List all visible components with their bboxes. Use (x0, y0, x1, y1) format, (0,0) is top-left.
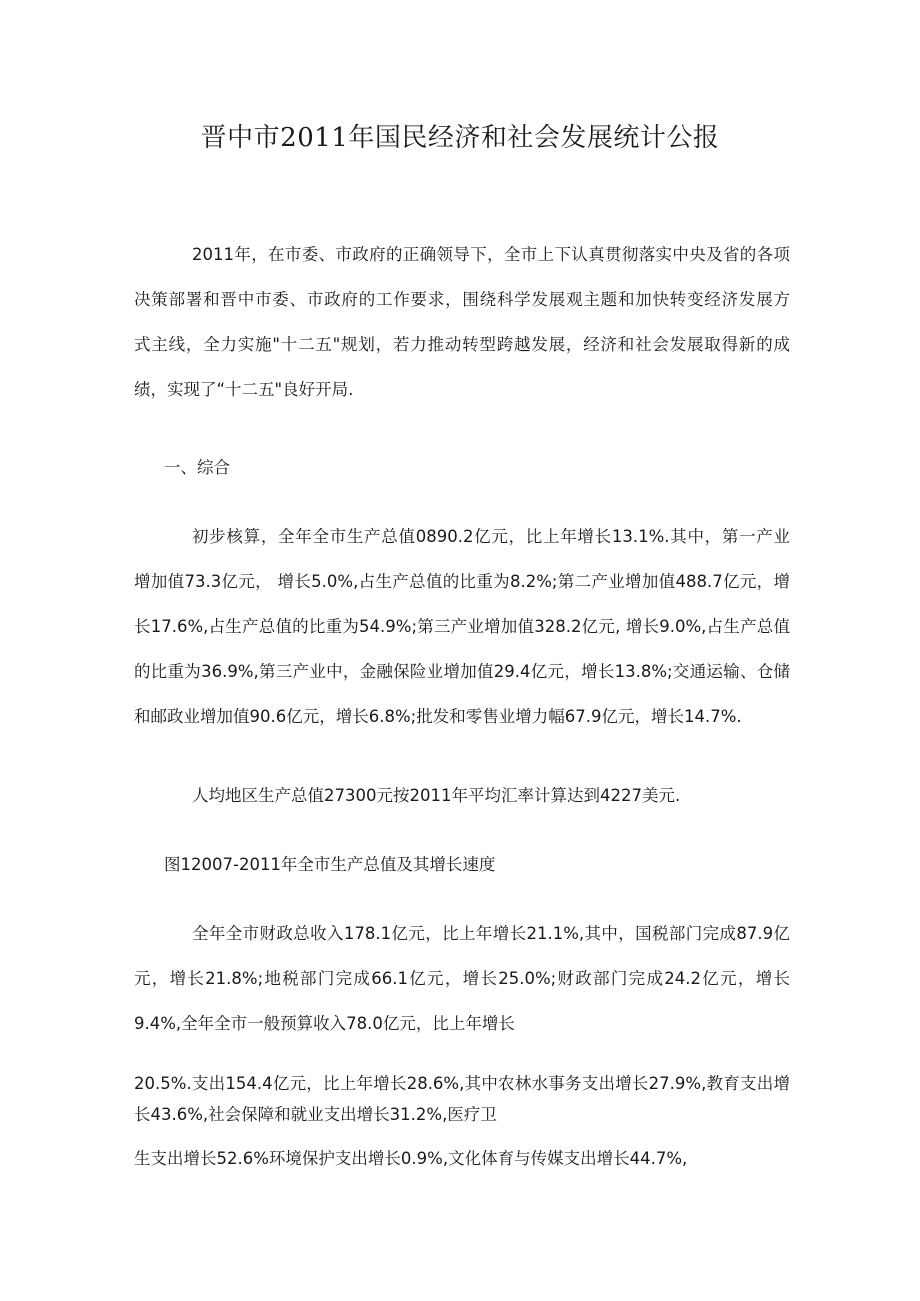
document-title: 晋中市2011年国民经济和社会发展统计公报 (200, 123, 720, 153)
intro-line: 绩，实现了“十二五"良好开局. (134, 380, 354, 399)
gdp-line: 的比重为36.9%,第三产业中，金融保险业增加值29.4亿元，增长13.8%;交通运输、仓储 (134, 662, 790, 681)
section-heading: 一、综合 (164, 458, 230, 477)
fiscal-paragraph (134, 911, 790, 1046)
expenditure-last-line: 生支出增长52.6%环境保护支出增长0.9%,文化体育与传媒支出增长44.7%, (134, 1149, 688, 1168)
gdp-line: 和邮政业增加值90.6亿元，增长6.8%;批发和零售业增力幅67.9亿元，增长14.7%. (134, 707, 742, 726)
intro-paragraph (134, 232, 790, 412)
gdp-paragraph (134, 514, 790, 739)
intro-line: 2011年，在市委、市政府的正确领导下，全市上下认真贯彻落实中央及省的各项 (192, 245, 790, 264)
fiscal-line: 全年全市财政总收入178.1亿元，比上年增长21.1%,其中，国税部门完成87.9亿 (192, 924, 790, 943)
expenditure-line: 长43.6%,社会保障和就业支出增长31.2%,医疗卫 (134, 1105, 497, 1124)
gdp-line: 增加值73.3亿元， 增长5.0%,占生产总值的比重为8.2%;第二产业增加值488.7亿元，增 (134, 572, 790, 591)
fiscal-line: 元，增长21.8%;地税部门完成66.1亿元，增长25.0%;财政部门完成24.2亿元，增长 (134, 969, 790, 988)
gdp-line: 长17.6%,占生产总值的比重为54.9%;第三产业增加值328.2亿元, 增长9.0%,占生产总值 (134, 617, 790, 636)
expenditure-line: 20.5%.支出154.4亿元，比上年增长28.6%,其中农林水事务支出增长27.9%,教育支出增 (134, 1074, 790, 1093)
intro-line: 式主线，全力实施"十二五"规划，若力推动转型跨越发展，经济和社会发展取得新的成 (134, 335, 790, 354)
fiscal-line: 9.4%,全年全市一般预算收入78.0亿元，比上年增长 (134, 1014, 515, 1033)
intro-line: 决策部署和晋中市委、市政府的工作要求，围绕科学发展观主题和加快转变经济发展方 (134, 290, 790, 309)
gdp-line: 初步核算，全年全市生产总值0890.2亿元，比上年增长13.1%.其中，第一产业 (192, 527, 790, 546)
figure-caption: 图12007-2011年全市生产总值及其增长速度 (164, 855, 496, 874)
expenditure-paragraph (134, 1068, 790, 1130)
per-capita-line: 人均地区生产总值27300元按2011年平均汇率计算达到4227美元. (192, 786, 681, 805)
